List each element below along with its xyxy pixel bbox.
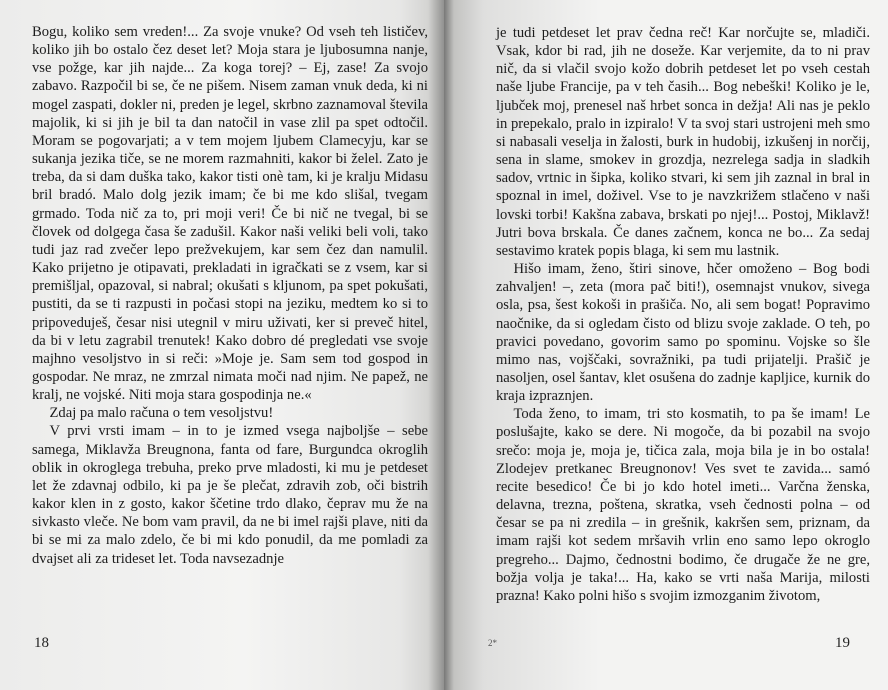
- right-page-number: 19: [835, 634, 850, 651]
- left-page-number: 18: [34, 634, 49, 651]
- gutter-shadow-left: [428, 0, 444, 690]
- right-paragraph-3: Toda ženo, to imam, tri sto kosmatih, to pa še imam! Le poslušajte, kako se dere. Ni mogoče, da bi pozabil na svojo srečo: moja je, moja je, tičica zala, moja bila je in bo ostala! Zlodejev pretkanec Breugnonov! Ves svet te zavida... samó recite besedico! Če bi jo kdo hotel imeti... Varčna ženska, delavna, trezna, poštena, skratka, vseh čednosti polna – od česar se pa ni zredila – in grešnik, kakršen sem, priznam, da imam rajši kot sedem mršavih vrlin eno samo lepo okroglo pregreho... Dajmo, čednostni bodimo, če drugače že ne gre, božja volja je taka!... Ha, kako se vrti naša Marija, milosti prazna! Kako polni hišo s svojim izmozganim životom,: [496, 406, 870, 604]
- right-paragraph-1: je tudi petdeset let prav čedna reč! Kar norčujte se, mladiči. Vsak, kdor bi rad, jih ne doseže. Kar verjemite, da to ni prav nič, da si vlačil svojo kožo dobrih petdeset let po vseh cestah naše ljube Francije, pa v teh časih... Bog nebeški! Koliko je le, ljubček moj, prenesel naš hrbet sonca in dežja! Ali nas je peklo in prepekalo, pralo in izpiralo! V ta svoj stari ustrojeni meh smo si nabasali veselja in žalosti, burk in hudobij, izkušenj in norčij, sena in slame, smokev in grozdja, nezrelega sadja in sladkih sadov, vrtnic in šipka, koliko stvari, ki sem jih zaznal in bral in spoznal in imel, doživel. Vse to je navzkrižem stlačeno v naši lovski torbi! Kakšna zabava, brskati po njej!... Postoj, Miklavž! Jutri bova brskala. Če danes začnem, konca ne bo... Za sedaj sestavimo kratek popis blaga, ki sem mu lastnik.: [496, 25, 870, 259]
- right-page: [444, 0, 888, 690]
- right-paragraph-2: Hišo imam, ženo, štiri sinove, hčer omoženo – Bog bodi zahvaljen! –, zeta (mora pač biti!), osemnajst vnukov, sivega osla, psa, šest kokoši in prašiča. No, ali sem bogat! Popravimo naočnike, da si ogledam čisto od blizu svoje zaklade. O teh, po pravici povedano, govorim samo po spominu. Vojske so šle mimo nas, vojščaki, sovražniki, pa tudi prijatelji. Prašič je nasoljen, osel šantav, klet osušena do zadnje kapljice, kurnik do kraja izpraznjen.: [496, 261, 870, 405]
- left-paragraph-3: V prvi vrsti imam – in to je izmed vsega najboljše – sebe samega, Miklavža Breugnona, fanta od fare, Burgundca okroglih oblik in okroglega trebuha, preko prve mladosti, ki mu je petdeset let že zdavnaj odbilo, ki pa je še plečat, zdravih zob, oči bistrih kakor klen in z gosto, kakor ščetine trdo dlako, čeprav mu že na sivkasto vleče. Ne bom vam pravil, da ne bi imel rajši plave, niti da bi se mi za malo zdelo, če bi mi kdo ponudil, da me pomladi za dvajset ali za trideset let. Toda navsezadnje: [32, 423, 428, 567]
- right-page-text: [496, 24, 870, 605]
- left-page-text: [32, 23, 428, 568]
- left-paragraph-1: Bogu, koliko sem vreden!... Za svoje vnuke? Od vseh teh lističev, koliko jih bo ostalo čez deset let? Moja stara je ljubosumna nanje, vse požge, kar jih najde... Za koga torej? – Ej, zase! Za svojo zabavo. Razpočil bi se, če ne pišem. Nisem zaman vnuk deda, ki ni mogel zaspati, dokler ni, preden je legel, skrbno zaznamoval števila majolik, ki si jih je bil ta dan natočil in vase zlil pa spet odtočil. Moram se pogovarjati; a v tem mojem ljubem Clamecyju, kar se sukanja jezika tiče, se ne morem razmahniti, kakor bi želel. Zato je treba, da si dam duška tako, kakor tisti onè tam, ki je kralju Midasu bril bradó. Malo dolg jezik imam; če bi me kdo slišal, tvegam grmado. Toda nič za to, pri moji veri! Če bi nič ne tvegal, bi se človek od dolgega časa še zadušil. Kakor naši veliki beli voli, tako tudi jaz rad zvečer lepo prežvekujem, kar sem čez dan namulil. Kako prijetno je otipavati, prekladati in igračkati se z vsem, kar si premišljal, opazoval, si nabral; okušati s kljunom, pa spet pokušati, pustiti, da se ti razpusti in počasi stopi na jeziku, medtem ko si to pripoveduješ, česar nisi utegnil v miru uživati, ker si preveč hitel, da bi v letu zagrabil trenutek! Kako dobro dé pregledati vse svoje majhno vesoljstvo in si reči: »Moje je. Sam sem tod gospod in gospodar. Ne mraz, ne zmrzal nimata moči nad njim. Ne papež, ne kralj, ne vojské. Niti moja stara gospodinja ne.«: [32, 24, 428, 404]
- left-paragraph-2: Zdaj pa malo računa o tem vesoljstvu!: [49, 405, 274, 422]
- gutter-shadow-right: [444, 0, 454, 690]
- signature-mark: 2*: [488, 638, 497, 648]
